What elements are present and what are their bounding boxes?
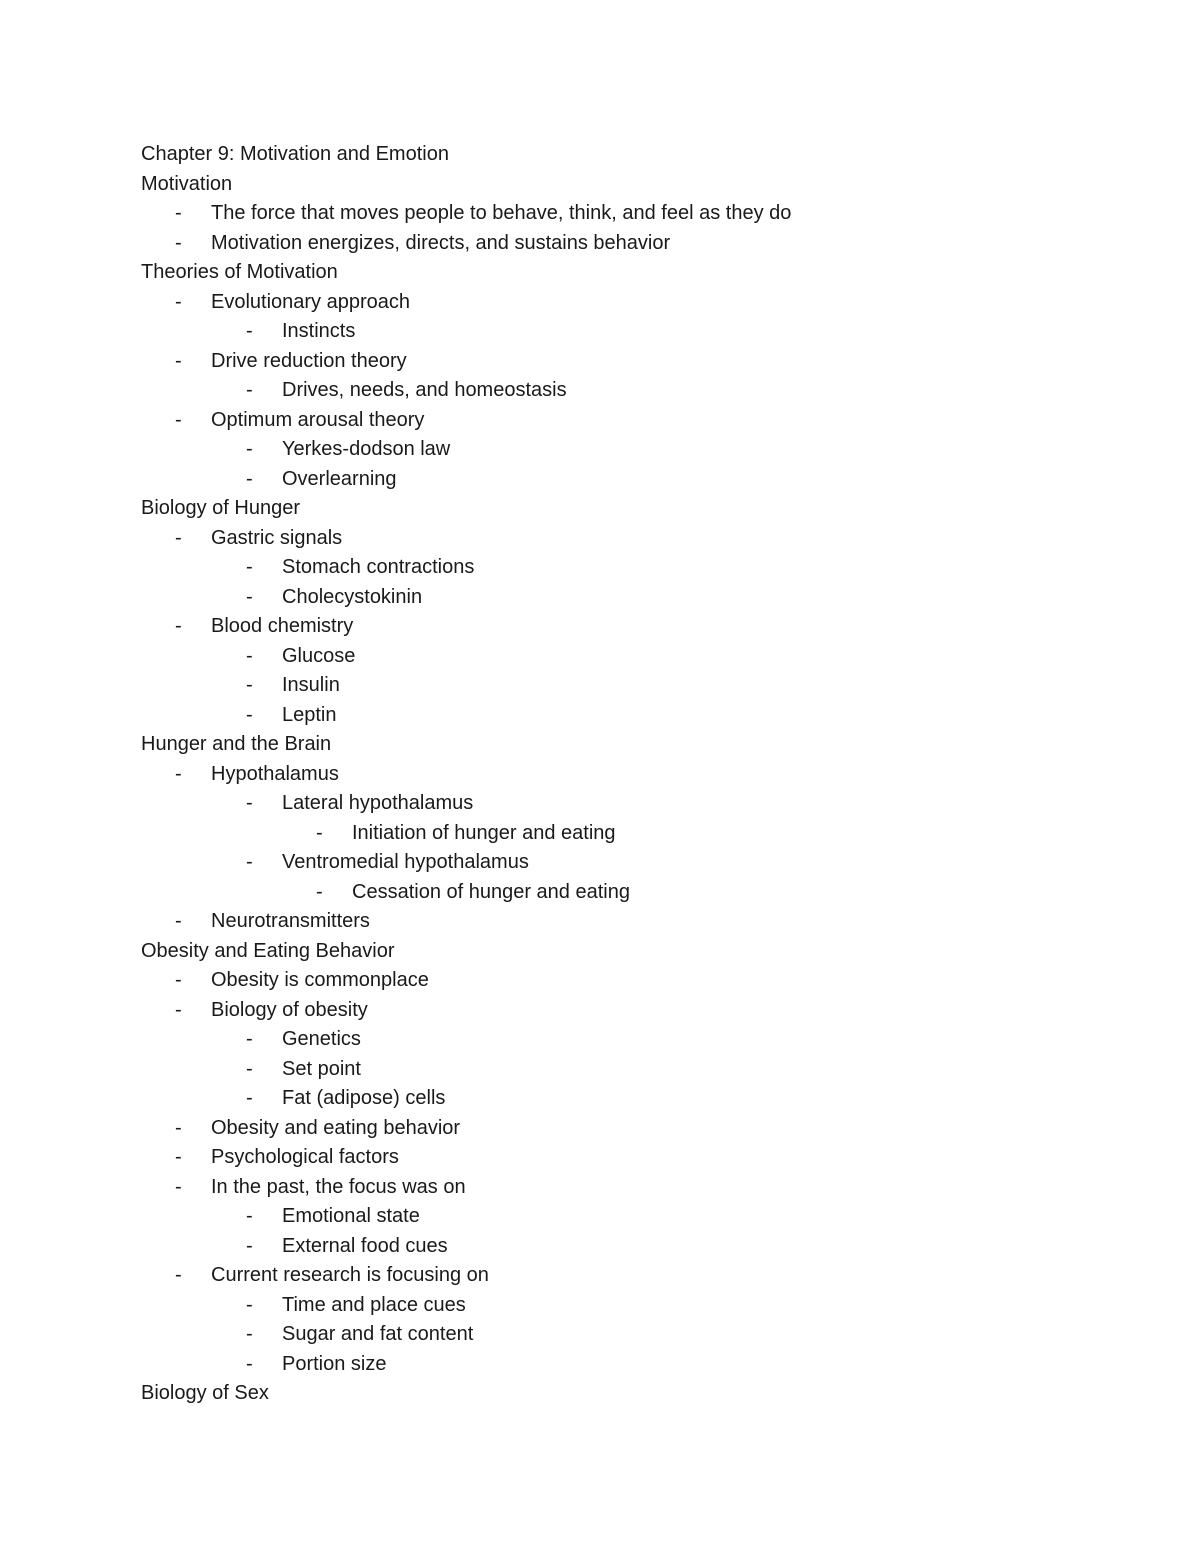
item-text: Gastric signals bbox=[211, 526, 343, 549]
list-item bbox=[141, 406, 1141, 436]
heading-text: Chapter 9: Motivation and Emotion bbox=[141, 143, 449, 165]
item-text: In the past, the focus was on bbox=[211, 1175, 466, 1198]
dash-bullet-icon: - bbox=[246, 1323, 253, 1345]
list-item bbox=[141, 553, 1141, 583]
heading-text: Motivation bbox=[141, 172, 233, 195]
item-text: Time and place cues bbox=[282, 1293, 466, 1316]
item-text: Hypothalamus bbox=[211, 762, 339, 785]
list-item bbox=[141, 524, 1141, 554]
dash-bullet-icon: - bbox=[316, 880, 323, 903]
list-item bbox=[141, 819, 1141, 849]
dash-bullet-icon: - bbox=[246, 1057, 253, 1080]
heading-text: Hunger and the Brain bbox=[141, 733, 332, 755]
dash-bullet-icon: - bbox=[246, 674, 253, 696]
section-heading bbox=[141, 730, 1141, 760]
list-item bbox=[141, 966, 1141, 996]
list-item bbox=[141, 1261, 1141, 1291]
list-item bbox=[141, 465, 1141, 495]
list-item bbox=[141, 376, 1141, 406]
dash-bullet-icon: - bbox=[246, 644, 253, 667]
item-text: Portion size bbox=[282, 1352, 387, 1375]
dash-bullet-icon: - bbox=[175, 998, 182, 1021]
dash-bullet-icon: - bbox=[175, 969, 182, 991]
list-item bbox=[141, 1025, 1141, 1055]
dash-bullet-icon: - bbox=[246, 1087, 253, 1109]
dash-bullet-icon: - bbox=[246, 556, 253, 578]
item-text: Lateral hypothalamus bbox=[282, 792, 474, 814]
heading-text: Obesity and Eating Behavior bbox=[141, 939, 395, 962]
item-text: Biology of obesity bbox=[211, 998, 368, 1021]
dash-bullet-icon: - bbox=[246, 1293, 253, 1316]
list-item bbox=[141, 583, 1141, 613]
section-heading bbox=[141, 258, 1141, 288]
section-heading bbox=[141, 170, 1141, 200]
item-text: The force that moves people to behave, think, and feel as they do bbox=[211, 202, 792, 224]
item-text: External food cues bbox=[282, 1234, 448, 1257]
list-item bbox=[141, 1291, 1141, 1321]
item-text: Yerkes-dodson law bbox=[282, 438, 451, 460]
dash-bullet-icon: - bbox=[175, 1146, 182, 1168]
list-item bbox=[141, 1320, 1141, 1350]
dash-bullet-icon: - bbox=[246, 703, 253, 726]
item-text: Current research is focusing on bbox=[211, 1264, 489, 1286]
dash-bullet-icon: - bbox=[175, 762, 182, 785]
item-text: Overlearning bbox=[282, 467, 397, 490]
dash-bullet-icon: - bbox=[246, 585, 253, 608]
dash-bullet-icon: - bbox=[246, 1205, 253, 1227]
item-text: Neurotransmitters bbox=[211, 910, 370, 932]
item-text: Cessation of hunger and eating bbox=[352, 880, 630, 903]
list-item bbox=[141, 701, 1141, 731]
item-text: Evolutionary approach bbox=[211, 290, 411, 313]
dash-bullet-icon: - bbox=[175, 408, 182, 431]
item-text: Initiation of hunger and eating bbox=[352, 821, 616, 844]
dash-bullet-icon: - bbox=[175, 231, 182, 254]
list-item bbox=[141, 435, 1141, 465]
list-item bbox=[141, 612, 1141, 642]
list-item bbox=[141, 1232, 1141, 1262]
list-item bbox=[141, 996, 1141, 1026]
list-item bbox=[141, 1055, 1141, 1085]
item-text: Cholecystokinin bbox=[282, 585, 423, 608]
list-item bbox=[141, 642, 1141, 672]
dash-bullet-icon: - bbox=[246, 438, 253, 460]
item-text: Obesity and eating behavior bbox=[211, 1116, 461, 1139]
list-item bbox=[141, 760, 1141, 790]
list-item bbox=[141, 1202, 1141, 1232]
document-body bbox=[141, 140, 1141, 1409]
heading-text: Biology of Sex bbox=[141, 1382, 269, 1404]
dash-bullet-icon: - bbox=[246, 320, 253, 342]
item-text: Glucose bbox=[282, 644, 356, 667]
list-item bbox=[141, 199, 1141, 229]
dash-bullet-icon: - bbox=[246, 467, 253, 490]
section-heading bbox=[141, 937, 1141, 967]
item-text: Blood chemistry bbox=[211, 615, 354, 637]
item-text: Emotional state bbox=[282, 1205, 420, 1227]
dash-bullet-icon: - bbox=[246, 792, 253, 814]
list-item bbox=[141, 229, 1141, 259]
list-item bbox=[141, 671, 1141, 701]
dash-bullet-icon: - bbox=[246, 1028, 253, 1050]
dash-bullet-icon: - bbox=[175, 615, 182, 637]
heading-text: Biology of Hunger bbox=[141, 497, 300, 519]
dash-bullet-icon: - bbox=[246, 1352, 253, 1375]
item-text: Drive reduction theory bbox=[211, 349, 407, 372]
list-item bbox=[141, 848, 1141, 878]
item-text: Fat (adipose) cells bbox=[282, 1087, 446, 1109]
dash-bullet-icon: - bbox=[175, 290, 182, 313]
item-text: Sugar and fat content bbox=[282, 1323, 474, 1345]
item-text: Motivation energizes, directs, and sustains behavior bbox=[211, 231, 671, 254]
item-text: Stomach contractions bbox=[282, 556, 475, 578]
item-text: Optimum arousal theory bbox=[211, 408, 425, 431]
list-item bbox=[141, 1114, 1141, 1144]
list-item bbox=[141, 878, 1141, 908]
list-item bbox=[141, 1350, 1141, 1380]
list-item bbox=[141, 1173, 1141, 1203]
item-text: Insulin bbox=[282, 674, 340, 696]
item-text: Leptin bbox=[282, 703, 337, 726]
item-text: Genetics bbox=[282, 1028, 361, 1050]
heading-text: Theories of Motivation bbox=[141, 261, 338, 283]
item-text: Set point bbox=[282, 1057, 361, 1080]
dash-bullet-icon: - bbox=[175, 1116, 182, 1139]
list-item bbox=[141, 288, 1141, 318]
dash-bullet-icon: - bbox=[246, 1234, 253, 1257]
dash-bullet-icon: - bbox=[175, 1175, 182, 1198]
item-text: Obesity is commonplace bbox=[211, 969, 429, 991]
dash-bullet-icon: - bbox=[175, 202, 182, 224]
list-item bbox=[141, 317, 1141, 347]
item-text: Drives, needs, and homeostasis bbox=[282, 379, 567, 401]
dash-bullet-icon: - bbox=[175, 1264, 182, 1286]
section-heading bbox=[141, 494, 1141, 524]
list-item bbox=[141, 1143, 1141, 1173]
item-text: Instincts bbox=[282, 320, 356, 342]
list-item bbox=[141, 1084, 1141, 1114]
list-item bbox=[141, 347, 1141, 377]
section-heading bbox=[141, 1379, 1141, 1409]
dash-bullet-icon: - bbox=[316, 821, 323, 844]
item-text: Ventromedial hypothalamus bbox=[282, 851, 529, 873]
dash-bullet-icon: - bbox=[175, 349, 182, 372]
item-text: Psychological factors bbox=[211, 1146, 399, 1168]
section-heading bbox=[141, 140, 1141, 170]
dash-bullet-icon: - bbox=[246, 379, 253, 401]
list-item bbox=[141, 907, 1141, 937]
dash-bullet-icon: - bbox=[175, 910, 182, 932]
dash-bullet-icon: - bbox=[246, 851, 253, 873]
dash-bullet-icon: - bbox=[175, 526, 182, 549]
list-item bbox=[141, 789, 1141, 819]
